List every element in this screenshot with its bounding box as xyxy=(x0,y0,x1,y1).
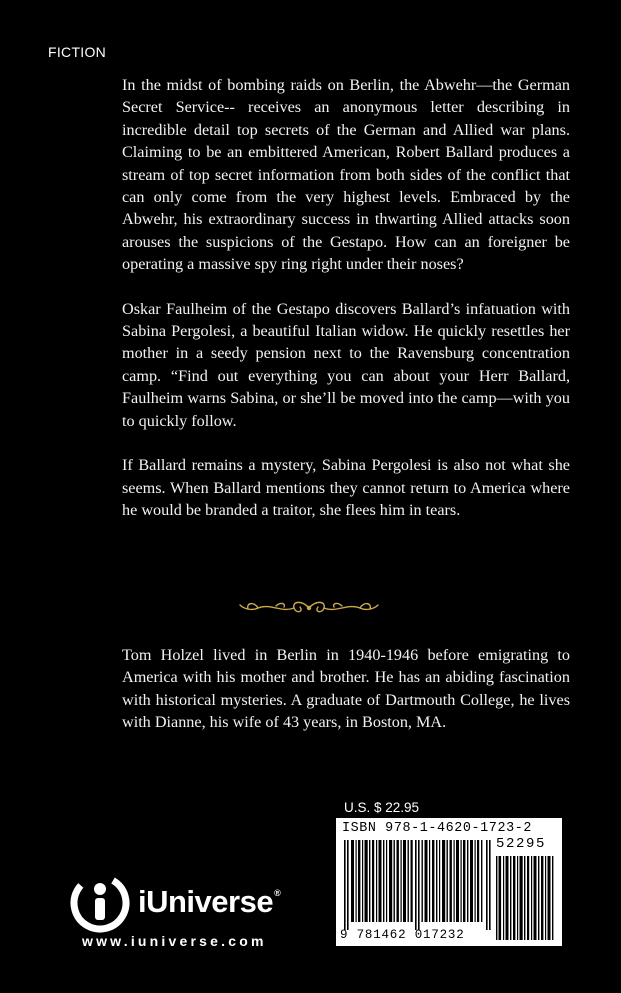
publisher-name xyxy=(138,884,280,920)
genre-label: FICTION xyxy=(48,44,107,60)
registered-mark: ® xyxy=(274,888,281,898)
addon-barcode-bars xyxy=(496,856,554,940)
publisher-website: www.iuniverse.com xyxy=(82,933,267,949)
barcode-digits: 9 781462 017232 xyxy=(340,928,465,942)
publisher-logo xyxy=(68,872,298,934)
barcode-bars xyxy=(344,840,492,930)
ornament-divider-icon xyxy=(234,597,384,619)
blurb-paragraph: Oskar Faulheim of the Gestapo discovers Ballard’s infatuation with Sabina Pergolesi, a beautiful Italian widow. He quickly resettles her mother in a seedy pension next to the Ravensburg concentration camp. “Find out everything you can about your Herr Ballard, Faulheim warns Sabina, or she’ll be moved into the camp—with you to quickly follow. xyxy=(122,299,570,430)
author-bio: Tom Holzel lived in Berlin in 1940-1946 before emigrating to America with his mother and brother. He has an abiding fascination with historical mysteries. A graduate of Dartmouth College, he lives with Dianne, his wife of 43 years, in Boston, MA. xyxy=(122,646,570,732)
isbn-barcode xyxy=(336,818,562,946)
price-label: U.S. $ 22.95 xyxy=(344,800,420,815)
isbn-text: ISBN 978-1-4620-1723-2 xyxy=(342,821,532,836)
publisher-name-text: iUniverse xyxy=(138,884,274,919)
blurb-paragraph: If Ballard remains a mystery, Sabina Pergolesi is also not what she seems. When Ballard mentions they cannot return to America where he would be branded a traitor, she flees him in tears. xyxy=(122,456,570,519)
barcode-addon-code: 52295 xyxy=(496,836,547,852)
iuniverse-mark-icon xyxy=(68,872,132,934)
blurb-paragraph: In the midst of bombing raids on Berlin, the Abwehr—the German Secret Service-- receives an anonymous letter describing in incredible detail top secrets of the German and Allied war plans. Claiming to be an embittered American, Robert Ballard produces a stream of top secret information from both sides of the conflict that can only come from the very highest levels. Embraced by the Abwehr, his extraordinary success in thwarting Allied attacks soon arouses the suspicions of the Gestapo. How can an foreigner be operating a massive spy ring right under their noses? xyxy=(122,76,570,274)
book-blurb xyxy=(122,74,570,543)
